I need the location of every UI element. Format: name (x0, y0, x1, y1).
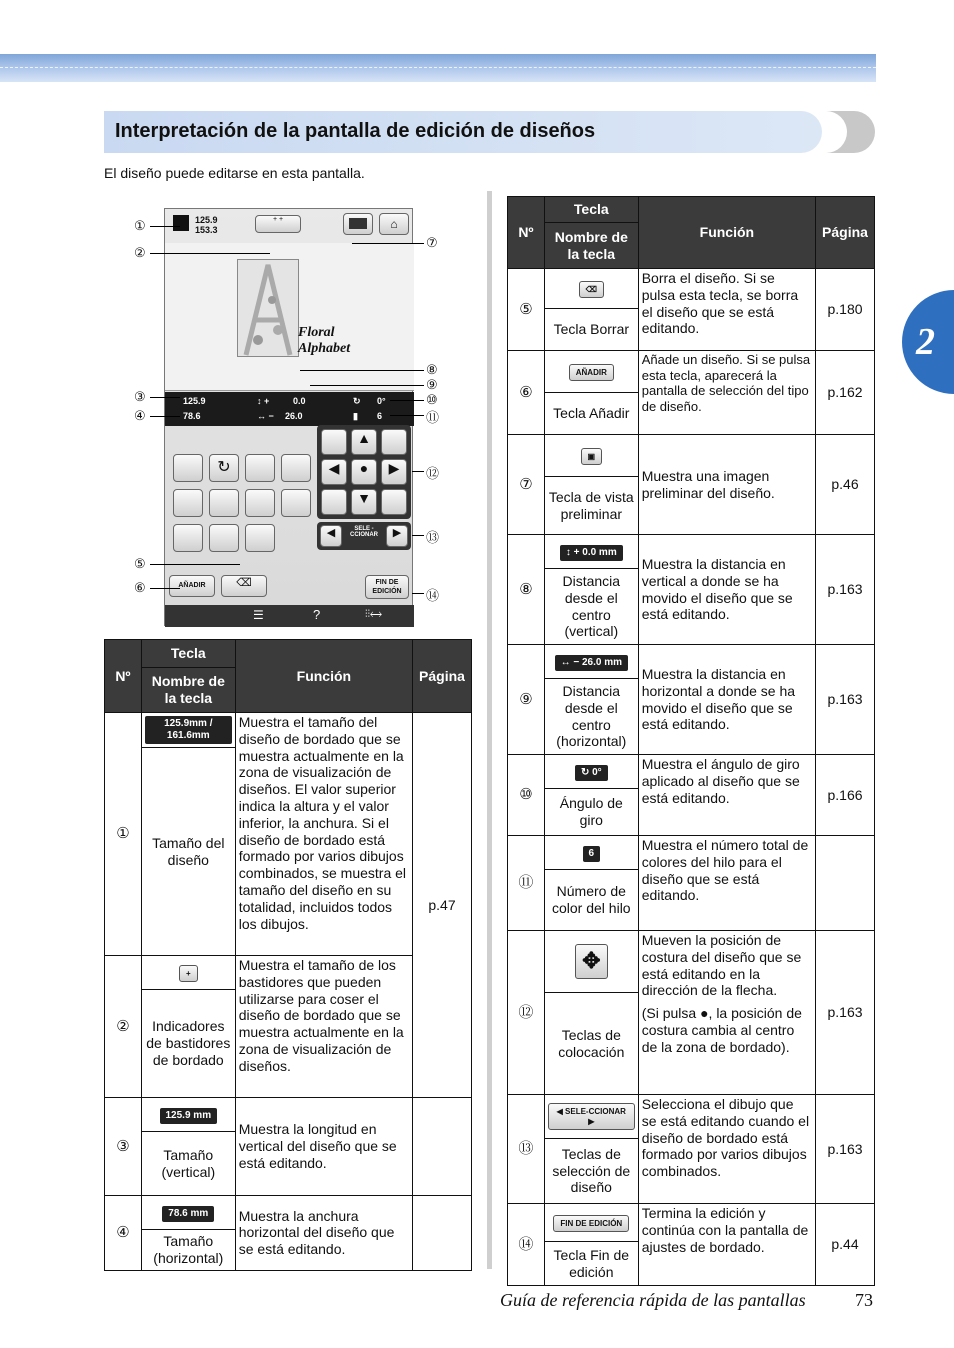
function-text: Añade un diseño. Si se pulsa esta tecla, aparecerá la pantalla de selección del tipo de diseño. (638, 351, 815, 435)
preview-icon: ▣ (581, 448, 603, 466)
function-text-1: Mueven la posición de costura del diseño que se está editando en la dirección de la flecha. (641, 932, 802, 999)
function-text: Muestra la longitud en vertical del diseño que se está editando. (235, 1098, 412, 1196)
callout-5: ⑤ (134, 556, 146, 571)
applique-button[interactable] (245, 524, 275, 552)
select-next-button[interactable]: ▶ (386, 525, 408, 547)
rotate-icon: ↻ 0° (575, 765, 608, 781)
move-down-left-button[interactable] (321, 489, 347, 515)
callout-9: ⑨ (426, 377, 438, 392)
move-keys-panel (317, 425, 411, 519)
size-height: 125.9 (195, 215, 218, 225)
end-edit-button[interactable] (365, 575, 409, 599)
info-horizontal: 26.0 (285, 411, 303, 421)
floral-letter-icon (238, 260, 300, 358)
callout-1: ① (134, 218, 146, 233)
row-number: ⑫ (508, 931, 545, 1095)
stitch-icon: ⫶⫶⟷ (365, 609, 382, 620)
page-ref: p.163 (816, 1095, 875, 1204)
section-title: Interpretación de la pantalla de edición de diseños (115, 120, 596, 142)
callout-4: ④ (134, 408, 146, 423)
callout-line-14 (412, 593, 424, 594)
key-name: Tecla Borrar (544, 309, 638, 351)
key-image (544, 645, 638, 679)
design-text-2: Alphabet (298, 341, 351, 356)
function-text (638, 931, 815, 1095)
callout-2: ② (134, 245, 146, 260)
key-image (141, 1098, 235, 1132)
callout-line-11 (390, 415, 424, 416)
callout-line-8 (300, 370, 424, 371)
key-label: ↕ + 0.0 mm (560, 545, 623, 561)
callout-11: ⑪ (426, 410, 440, 425)
header-key: Tecla (141, 640, 235, 668)
row-number: ⑬ (508, 1095, 545, 1204)
header-key: Tecla (544, 197, 638, 223)
border-button[interactable] (209, 524, 239, 552)
rotate-button[interactable] (209, 454, 239, 482)
info-width: 78.6 (183, 411, 201, 421)
function-text: Muestra la distancia en horizontal a donde se ha movido el diseño que se está editando. (638, 645, 815, 755)
page-ref (413, 1098, 472, 1196)
key-name: Ángulo de giro (544, 789, 638, 836)
function-text: Muestra la distancia en vertical a donde se ha movido el diseño que se está editando. (638, 535, 815, 645)
chapter-tab (902, 290, 954, 394)
key-label: FIN DE EDICIÓN (553, 1215, 629, 1233)
left-key-table (104, 639, 472, 1271)
add-button[interactable]: AÑADIR (169, 575, 215, 597)
spacing-button[interactable] (245, 489, 275, 517)
home-button[interactable] (379, 213, 409, 235)
move-right-button[interactable]: ▶ (381, 459, 407, 485)
info-height: 125.9 (183, 396, 206, 406)
row-number: ⑥ (508, 351, 545, 435)
function-text: Muestra el tamaño de los bastidores que pueden utilizarse para coser el diseño de bordado que se muestra actualmente en la zona de visualización de diseños. (235, 956, 412, 1098)
info-colors: 6 (377, 411, 383, 421)
preview-button[interactable] (343, 213, 373, 235)
key-image (544, 1095, 638, 1139)
callout-12: ⑫ (426, 466, 440, 481)
key-name: Tamaño del diseño (141, 748, 235, 956)
callout-13: ⑬ (426, 530, 440, 545)
top-decorative-band (0, 54, 876, 82)
eraser-icon: ⌫ (579, 281, 604, 299)
header-page: Página (413, 640, 472, 713)
move-down-right-button[interactable] (381, 489, 407, 515)
key-image (141, 1196, 235, 1230)
row-number: ④ (105, 1196, 142, 1271)
callout-line-3 (150, 397, 180, 398)
design-display-area (165, 243, 414, 391)
section-header (104, 111, 822, 153)
callout-line-13 (412, 535, 424, 536)
move-up-right-button[interactable] (381, 429, 407, 455)
page-ref: p.47 (413, 713, 472, 1098)
callout-3: ③ (134, 389, 146, 404)
callout-line-12 (412, 471, 424, 472)
key-name: Tecla de vista preliminar (544, 477, 638, 535)
page-ref: p.163 (816, 535, 875, 645)
page-ref (413, 1196, 472, 1271)
select-keys-panel (317, 522, 411, 550)
header-key-name: Nombre de la tecla (544, 223, 638, 269)
key-name: Teclas de selección de diseño (544, 1139, 638, 1204)
column-divider (487, 191, 492, 1269)
move-left-button[interactable]: ◀ (321, 459, 347, 485)
rotate-icon: ↻ (217, 459, 231, 476)
move-center-button[interactable]: ● (351, 459, 377, 485)
callout-line-6 (150, 588, 180, 589)
callout-14: ⑭ (426, 588, 440, 603)
header-no: Nº (508, 197, 545, 269)
design-text-1: Floral (298, 325, 335, 340)
row-number: ⑪ (508, 836, 545, 931)
mirror-button[interactable] (245, 454, 275, 482)
function-text: Borra el diseño. Si se pulsa esta tecla, se borra el diseño que se está editando. (638, 269, 815, 351)
key-name: Indicadores de bastidores de bordado (141, 990, 235, 1098)
arrows-icon: ✥ (575, 944, 607, 978)
arc-button[interactable] (209, 489, 239, 517)
key-name: Tecla Añadir (544, 393, 638, 435)
header-function: Función (235, 640, 412, 713)
key-image (544, 269, 638, 309)
eraser-icon: ⌫ (236, 577, 252, 589)
key-label: + (179, 965, 198, 983)
key-image (141, 713, 235, 748)
key-label: 125.9 mm (160, 1108, 218, 1124)
intro-text: El diseño puede editarse en esta pantalla. (104, 165, 365, 181)
row-number: ③ (105, 1098, 142, 1196)
callout-line-7 (352, 243, 424, 244)
key-name: Tecla Fin de edición (544, 1242, 638, 1286)
key-label: 125.9mm / 161.6mm (145, 716, 232, 744)
function-text: Muestra una imagen preliminar del diseño. (638, 435, 815, 535)
key-image (544, 836, 638, 870)
callout-7: ⑦ (426, 235, 438, 250)
key-label: 78.6 mm (162, 1206, 214, 1222)
header-function: Función (638, 197, 815, 269)
page-number: 73 (855, 1290, 873, 1310)
function-text: Selecciona el dibujo que se está editando cuando el diseño de bordado está formado por varios dibujos combinados. (638, 1095, 815, 1204)
callout-line-5 (150, 564, 240, 565)
density-button[interactable] (281, 454, 311, 482)
page-ref: p.166 (816, 755, 875, 836)
key-image (544, 351, 638, 393)
row-number: ⑦ (508, 435, 545, 535)
row-number: ⑩ (508, 755, 545, 836)
header-page: Página (816, 197, 875, 269)
end-label-2: EDICIÓN (372, 588, 402, 595)
header-key-name: Nombre de la tecla (141, 668, 235, 713)
callout-10: ⑩ (426, 392, 438, 407)
help-icon: ? (313, 607, 321, 622)
page-ref: p.163 (816, 645, 875, 755)
design-preview (237, 259, 299, 357)
function-text: Muestra el ángulo de giro aplicado al diseño que se está editando. (638, 755, 815, 836)
key-image (544, 755, 638, 789)
function-text-2: (Si pulsa ●, la posición de costura cambia al centro de la zona de bordado). (641, 1005, 802, 1055)
row-number: ⑭ (508, 1204, 545, 1286)
select-label-1: SELE - (354, 526, 374, 532)
chapter-number: 2 (916, 321, 935, 363)
header-chevron-icon (812, 111, 876, 153)
function-text: Muestra el tamaño del diseño de bordado que se muestra actualmente en la zona de visualización de diseños. El valor superior indica la altura y el valor inferior, la anchura. Si el diseño de bordado está formado por varios dibujos combinados, se muestra el tamaño del diseño en su totalidad, incluidos todos los dibujos. (235, 713, 412, 956)
list-icon: ☰ (253, 608, 264, 622)
move-down-button[interactable]: ▼ (351, 489, 377, 515)
callout-line-1 (150, 226, 180, 227)
right-key-table (507, 196, 875, 1286)
callout-line-9 (310, 385, 424, 386)
key-name: Distancia desde el centro (horizontal) (544, 679, 638, 755)
key-name: Número de color del hilo (544, 870, 638, 931)
key-image (544, 435, 638, 477)
page-ref: p.44 (816, 1204, 875, 1286)
row-number: ② (105, 956, 142, 1098)
select-prev-button[interactable]: ◀ (320, 525, 342, 547)
function-text: Termina la edición y continúa con la pantalla de ajustes de bordado. (638, 1204, 815, 1286)
callout-line-4 (150, 416, 180, 417)
size-button[interactable] (173, 454, 203, 482)
key-name: Tamaño (horizontal) (141, 1230, 235, 1271)
info-bar: 125.9 78.6 ↕ + 0.0 ↔ − 26.0 ↻ 0° ▮ 6 (165, 392, 414, 426)
color-button[interactable] (173, 524, 203, 552)
page-ref: p.162 (816, 351, 875, 435)
row-number: ① (105, 713, 142, 956)
page-ref: p.46 (816, 435, 875, 535)
move-up-left-button[interactable] (321, 429, 347, 455)
design-caption (298, 325, 350, 357)
spool-icon: 6 (583, 846, 601, 862)
key-image (544, 931, 638, 993)
frame-indicator: + + (255, 215, 301, 233)
key-name: Distancia desde el centro (vertical) (544, 569, 638, 645)
footer-text: Guía de referencia rápida de las pantallas (500, 1290, 806, 1310)
function-text: Muestra la anchura horizontal del diseño que se está editando. (235, 1196, 412, 1271)
design-size-readout (173, 215, 243, 237)
key-label: AÑADIR (569, 364, 614, 382)
size-width: 153.3 (195, 225, 218, 235)
callout-line-2 (150, 253, 270, 254)
key-label: ◀ SELE-CCIONAR ▶ (548, 1103, 635, 1130)
array-button[interactable] (173, 489, 203, 517)
key-image (544, 1204, 638, 1242)
page-ref (816, 836, 875, 931)
key-image (141, 956, 235, 990)
delete-button[interactable] (221, 575, 267, 597)
screen-footer-bar (165, 605, 414, 627)
callout-8: ⑧ (426, 362, 438, 377)
key-image (544, 535, 638, 569)
callout-line-10 (390, 400, 424, 401)
info-vertical: 0.0 (293, 396, 306, 406)
end-label-1: FIN DE (375, 579, 399, 586)
key-name: Teclas de colocación (544, 993, 638, 1095)
row-number: ⑨ (508, 645, 545, 755)
function-text: Muestra el número total de colores del hilo para el diseño que se está editando. (638, 836, 815, 931)
row-number: ⑤ (508, 269, 545, 351)
header-no: Nº (105, 640, 142, 713)
move-up-button[interactable]: ▲ (351, 429, 377, 455)
select-label-2: CCIONAR (350, 532, 378, 538)
home-icon: ⌂ (390, 217, 398, 231)
info-angle: 0° (377, 396, 386, 406)
key-name: Tamaño (vertical) (141, 1132, 235, 1196)
page-ref: p.180 (816, 269, 875, 351)
split-button[interactable] (281, 489, 311, 517)
key-label: ↔ − 26.0 mm (555, 655, 628, 671)
page-ref: p.163 (816, 931, 875, 1095)
row-number: ⑧ (508, 535, 545, 645)
callout-6: ⑥ (134, 580, 146, 595)
